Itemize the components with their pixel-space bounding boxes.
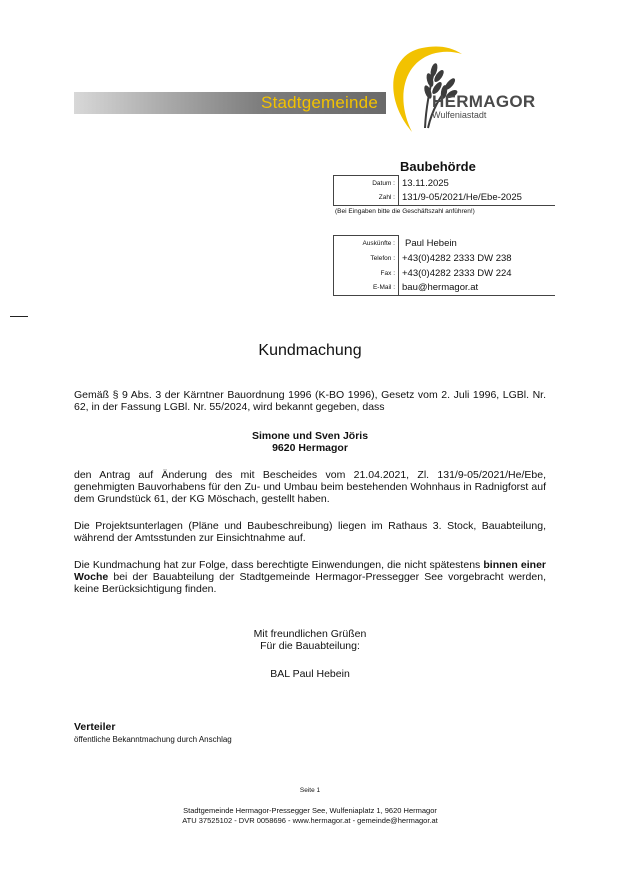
date-label: Datum :	[334, 176, 399, 191]
fax-label: Fax :	[334, 266, 399, 281]
signer-name: BAL Paul Hebein	[270, 668, 350, 680]
logo-subtitle: Wulfeniastadt	[432, 110, 487, 120]
phone-label: Telefon :	[334, 251, 399, 266]
paragraph-legal-basis: Gemäß § 9 Abs. 3 der Kärntner Bauordnung 1996 (K-BO 1996), Gesetz vom 2. Juli 1996, LGBl. Nr. 62, in der Fassung LGBl. Nr. 55/2024, wird bekannt gegeben, dass	[74, 389, 546, 413]
distribution-heading: Verteiler	[74, 721, 116, 733]
reference-label: Zahl :	[334, 191, 399, 206]
authority-name: Baubehörde	[400, 159, 476, 174]
objections-deadline: binnen einer Woche	[74, 559, 546, 583]
banner-text: Stadtgemeinde	[261, 93, 378, 112]
paragraph-documents: Die Projektsunterlagen (Pläne und Baubeschreibung) liegen im Rathaus 3. Stock, Bauabteilung, während der Amtsstunden zur Einsichtnahme auf.	[74, 520, 546, 544]
paragraph-application: den Antrag auf Änderung des mit Bescheides vom 21.04.2021, Zl. 131/9-05/2021/He/Ebe, genehmigten Bauvorhabens für den Zu- und Umbau beim bestehenden Wohnhaus in Radnigforst auf dem Grundstück 61, der KG Möschach, gestellt haben.	[74, 469, 546, 505]
date-value: 13.11.2025	[402, 177, 449, 189]
contact-person-value: Paul Hebein	[405, 237, 457, 249]
email-label: E-Mail :	[334, 281, 399, 296]
closing-greeting: Mit freundlichen Grüßen	[253, 628, 367, 640]
reference-value: 131/9-05/2021/He/Ebe-2025	[399, 191, 556, 206]
paragraph-objections	[74, 559, 546, 595]
applicant-place: 9620 Hermagor	[272, 442, 348, 454]
email-value: bau@hermagor.at	[399, 281, 556, 296]
fax-value: +43(0)4282 2333 DW 224	[402, 267, 512, 279]
footer-ids: ATU 37525102 - DVR 0058696 - www.hermagor.at - gemeinde@hermagor.at	[182, 816, 438, 825]
contact-person-label: Auskünfte :	[334, 236, 399, 251]
reference-note: (Bei Eingaben bitte die Geschäftszahl anführen!)	[335, 208, 475, 215]
wheat-logo-icon	[382, 46, 532, 136]
fold-mark	[10, 316, 28, 317]
objections-text-start: Die Kundmachung hat zur Folge, dass berechtigte Einwendungen, die nicht spätestens	[74, 559, 481, 571]
logo-title: HERMAGOR	[432, 92, 536, 111]
reference-table	[333, 175, 555, 206]
applicant-block	[0, 430, 620, 454]
phone-value: +43(0)4282 2333 DW 238	[402, 252, 512, 264]
contact-table	[333, 235, 555, 296]
closing-department: Für die Bauabteilung:	[260, 640, 360, 652]
objections-text-end: bei der Bauabteilung der Stadtgemeinde Hermagor-Pressegger See vorgebracht werden, keine Berücksichtigung finden.	[74, 571, 546, 595]
header-banner	[74, 92, 386, 114]
page-number: Seite 1	[299, 787, 321, 794]
applicant-name: Simone und Sven Jöris	[251, 430, 369, 442]
closing-block	[0, 628, 620, 652]
document-title: Kundmachung	[258, 342, 362, 359]
footer-address: Stadtgemeinde Hermagor-Pressegger See, Wulfeniaplatz 1, 9620 Hermagor	[183, 806, 437, 815]
distribution-text: öffentliche Bekanntmachung durch Anschlag	[74, 735, 232, 744]
